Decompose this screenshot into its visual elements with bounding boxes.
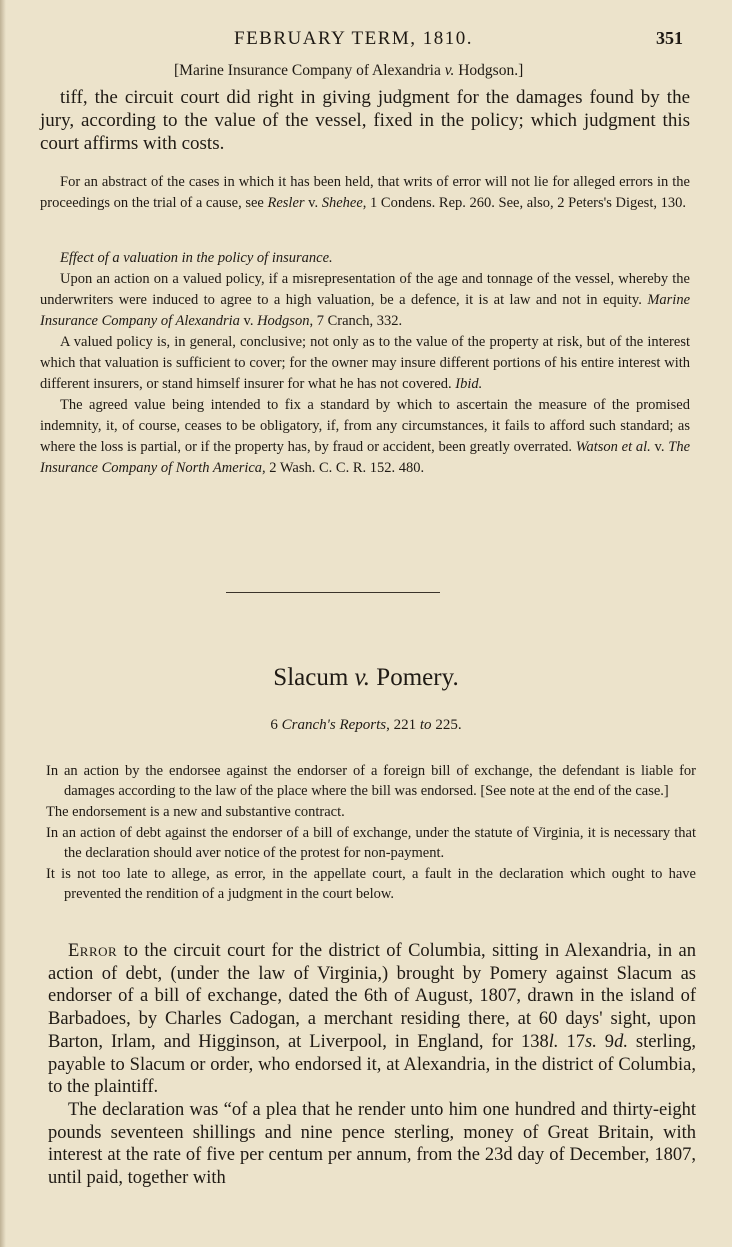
note-heading: Effect of a valuation in the policy of insurance.	[60, 250, 333, 266]
note-abstract	[40, 172, 690, 214]
syllabus-item: In an action by the endorsee against the endorser of a foreign bill of exchange, the defendant is liable for damages according to the law of the place where the bill was endorsed. [See note at the end of the case.]	[46, 763, 696, 799]
lead-word: Error	[68, 941, 118, 961]
running-head	[0, 28, 732, 54]
citation-text: , 221	[386, 717, 420, 733]
note-valuation	[40, 248, 690, 479]
case-reference-tag	[174, 62, 523, 80]
reporter-name: Cranch's Reports	[281, 717, 387, 733]
body-text: sterling, payable to Slacum or order, who endorsed it, at Alexandria, in the district of Columbia, to the plaintiff.	[48, 1031, 697, 1098]
case-name: Hodgson	[257, 313, 310, 329]
currency-unit: l.	[548, 1031, 559, 1052]
case-name: Shehee	[321, 195, 363, 211]
reports-citation	[0, 717, 732, 734]
party-name: Pomery.	[370, 664, 459, 691]
case-name: Marine Insurance Company of Alexandria	[40, 292, 690, 329]
note-text: , 1 Condens. Rep. 260. See, also, 2 Peters's Digest, 130.	[362, 195, 686, 211]
syllabus-item: In an action of debt against the endorser of a bill of exchange, under the statute of Virginia, it is necessary that the declaration should aver notice of the protest for non-payment.	[46, 825, 696, 861]
running-head-title: FEBRUARY TERM, 1810.	[234, 28, 474, 49]
case-name: The Insurance Company of North America	[40, 439, 690, 476]
citation-text: to	[419, 717, 432, 733]
party-name: Slacum	[273, 664, 355, 691]
body-text: 9	[596, 1031, 615, 1052]
citation-text: 6	[270, 717, 282, 733]
note-text: v.	[239, 313, 258, 329]
note-paragraph	[40, 269, 690, 332]
statement-of-case	[48, 940, 696, 1190]
note-text: , 7 Cranch, 332.	[309, 313, 403, 329]
ibid: Ibid.	[455, 376, 483, 392]
note-paragraph	[40, 332, 690, 395]
note-text: A valued policy is, in general, conclusive; not only as to the value of the property at risk, but of the interest which that valuation is sufficient to cover; for the owner may insure different portions of his entire interest with different insurers, or stand himself insurer for what he has not covered.	[40, 334, 690, 392]
note-text: v.	[650, 439, 669, 455]
body-paragraph	[48, 940, 696, 1099]
case-tag-versus: v.	[444, 62, 455, 79]
syllabus-item: It is not too late to allege, as error, in the appellate court, a fault in the declaration which ought to have prevented the rendition of a judgment in the court below.	[46, 866, 696, 902]
page-binding-shadow	[0, 0, 6, 1247]
body-text: 17	[558, 1031, 585, 1052]
case-tag-prefix: [Marine Insurance Company of Alexandria	[174, 62, 445, 79]
body-paragraph: The declaration was “of a plea that he render unto him one hundred and thirty-eight pounds seventeen shillings and nine pence sterling, money of Great Britain, with interest at the rate of five per centum per annum, from the 23d day of December, 1807, until paid, together with	[48, 1099, 696, 1189]
case-name: Watson et al.	[575, 439, 651, 455]
syllabus-item: The endorsement is a new and substantive contract.	[46, 804, 345, 820]
opinion-continuation: tiff, the circuit court did right in giving judgment for the damages found by the jury, according to the value of the vessel, fixed in the policy; which judgment this court affirms with costs.	[40, 87, 690, 154]
case-name: Resler	[267, 195, 305, 211]
note-text: For an abstract of the cases in which it has been held, that writs of error will not lie for alleged errors in the proceedings on the trial of a cause, see	[40, 174, 690, 211]
versus: v.	[354, 664, 371, 691]
currency-unit: d.	[614, 1031, 628, 1052]
body-text: to the circuit court for the district of Columbia, sitting in Alexandria, in an action of debt, (under the law of Virginia,) brought by Pomery against Slacum as endorser of a bill of exchange, dated the 6th of August, 1807, drawn in the island of Barbadoes, by Charles Cadogan, a merchant residing there, at 60 days' sight, upon Barton, Irlam, and Higginson, at Liverpool, in England, for 138	[48, 941, 696, 1052]
citation-text: 225.	[431, 717, 462, 733]
syllabus	[46, 761, 696, 905]
note-text: Upon an action on a valued policy, if a misrepresentation of the age and tonnage of the vessel, whereby the underwriters were induced to agree to a high valuation, be a defence, it is at law and not in equity.	[40, 271, 690, 308]
section-divider	[226, 592, 440, 593]
page-number: 351	[656, 28, 683, 48]
currency-unit: s.	[585, 1031, 597, 1052]
case-tag-suffix: Hodgson.]	[454, 62, 524, 79]
note-paragraph	[40, 395, 690, 479]
case-title	[0, 664, 732, 692]
note-text: , 2 Wash. C. C. R. 152. 480.	[262, 460, 425, 476]
note-text: v.	[304, 195, 322, 211]
note-text: The agreed value being intended to fix a standard by which to ascertain the measure of the promised indemnity, it, of course, ceases to be obligatory, if, from any circumstances, it fails to afford such standard; as where the loss is partial, or if the property has, by fraud or accident, been greatly overrated.	[40, 397, 690, 455]
